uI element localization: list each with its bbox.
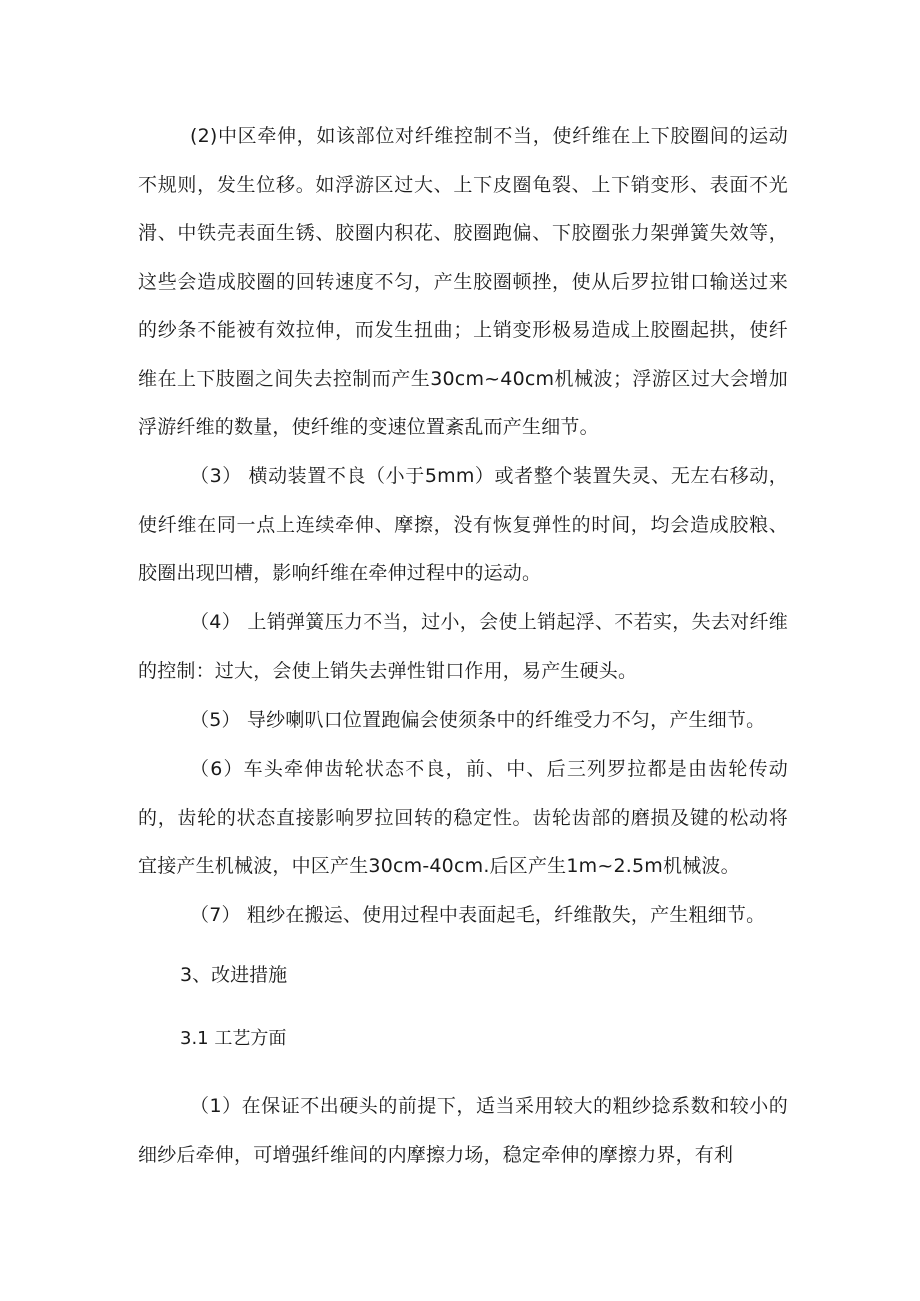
paragraph-roving-handling: （7） 粗纱在搬运、使用过程中表面起毛，纤维散失，产生粗细节。 (190, 904, 766, 926)
subsection-heading: 3.1 工艺方面 (180, 1028, 287, 1049)
section-heading: 3、改进措施 (180, 964, 288, 986)
paragraph-trumpet-position: （5） 导纱喇叭口位置跑偏会使须条中的纤维受力不匀，产生细节。 (190, 709, 766, 731)
paragraph-process-measure-1: （1）在保证不出硬头的前提下，适当采用较大的粗纱捻系数和较小的细纱后牵伸，可增强纤维间的内摩擦力场，稳定牵伸的摩擦力界，有利 (138, 1095, 788, 1166)
paragraph-head-gear: （6）车头牵伸齿轮状态不良，前、中、后三列罗拉都是由齿轮传动的，齿轮的状态直接影响罗拉回转的稳定性。齿轮齿部的磨损及键的松动将宜接产生机械波，中区产生30cm-40cm.后区产生1m~2.5m机械波。 (138, 758, 788, 877)
paragraph-traverse-device: （3） 横动装置不良（小于5mm）或者整个装置失灵、无左右移动，使纤维在同一点上连续牵伸、摩擦，没有恢复弹性的时间，均会造成胶粮、胶圈出现凹槽，影响纤维在牵伸过程中的运动。 (138, 465, 788, 584)
paragraph-middle-zone-drafting: (2)中区牵伸，如该部位对纤维控制不当，使纤维在上下胶圈间的运动不规则，发生位移。如浮游区过大、上下皮圈龟裂、上下销变形、表面不光滑、中铁壳表面生锈、胶圈内积花、胶圈跑偏、下胶圈张力架弹簧失效等，这些会造成胶圈的回转速度不匀，产生胶圈顿挫，使从后罗拉钳口输送过来的纱条不能被有效拉伸，而发生扭曲；上销变形极易造成上胶圈起拱，使纤维在上下肢圈之间失去控制而产生30cm~40cm机械波；浮游区过大会增加浮游纤维的数量，使纤维的变速位置紊乱而产生细节。 (138, 125, 788, 438)
paragraph-upper-pin-spring: （4） 上销弹簧压力不当，过小，会使上销起浮、不若实，失去对纤维的控制：过大，会使上销失去弹性钳口作用，易产生硬头。 (138, 611, 788, 682)
